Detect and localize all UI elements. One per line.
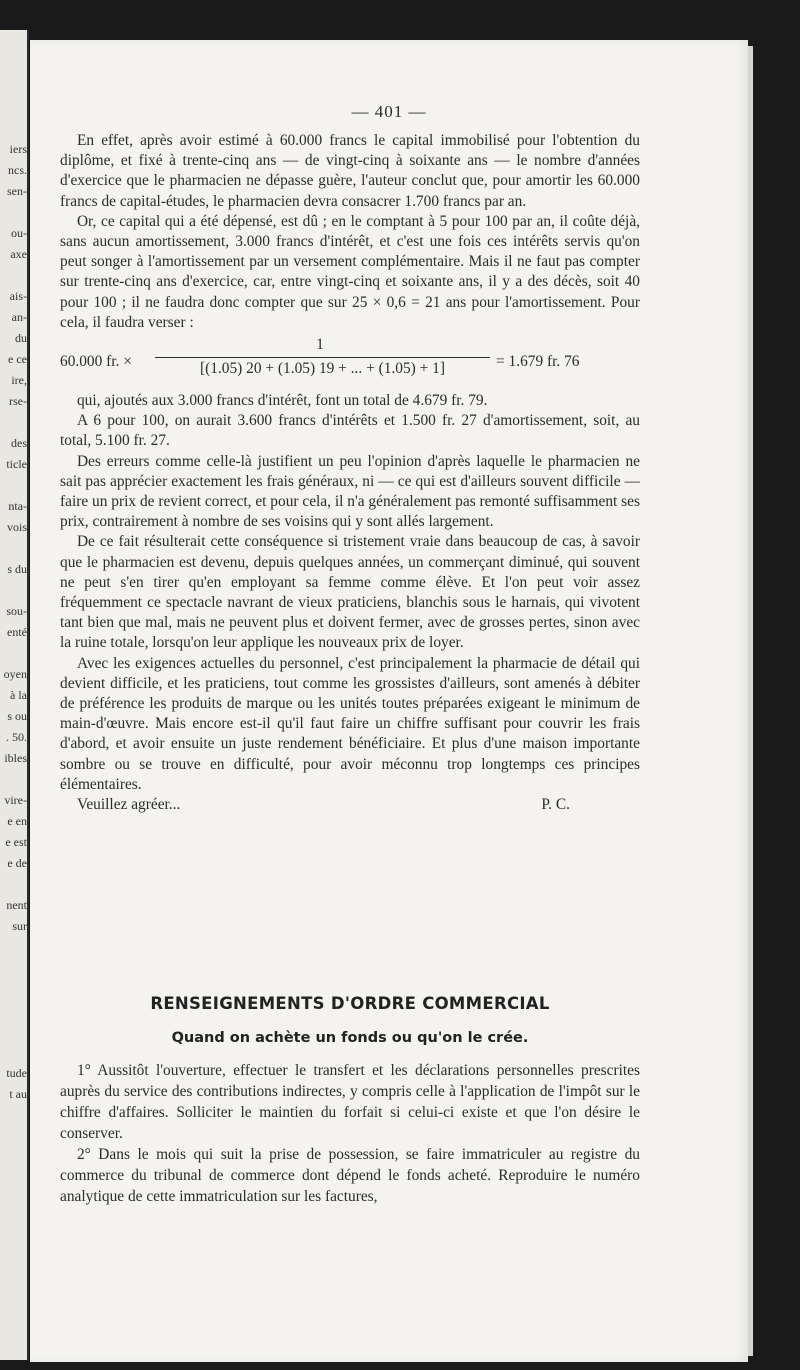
facing-page-fragment: e est [5, 835, 27, 849]
paragraph: 1° Aussitôt l'ouverture, effectuer le transfert et les déclarations personnelles prescrites auprès du service des contributions indirectes, y compris celle à l'application de l'impôt sur le chiffre d'affaires. Solliciter le maintien du forfait si celui-ci existe et que l'on désire le conserver. [60, 1062, 640, 1142]
facing-page-fragment: tude [6, 1066, 27, 1080]
facing-page-fragment: s ou [7, 709, 27, 723]
facing-page-fragment: t au [9, 1087, 27, 1101]
facing-page-fragment: sen- [7, 184, 27, 198]
paragraph: De ce fait résulterait cette conséquence si tristement vraie dans beaucoup de cas, à savoir que le pharmacien est devenu, depuis quelques années, un commerçant diminué, qui souvent ne peut s'en tirer qu'en employant sa femme comme élève. Et l'on peut voir assez fréquemment ce spectacle navrant de vieux praticiens, blanchis sous le harnais, qui vivotent tant bien que mal, mais ne peuvent plus et doivent fermer, avec de grosses pertes, sinon avec la ruine totale, lorsqu'on leur applique les nouveaux prix de loyer. [60, 533, 640, 652]
facing-page-fragment: des [11, 436, 27, 450]
facing-page-fragment: vire- [4, 793, 27, 807]
facing-page-edge [0, 30, 29, 1360]
facing-page-fragment: e de [7, 856, 27, 870]
facing-page-fragment: ais- [9, 289, 27, 303]
facing-page-fragment: s du [7, 562, 27, 576]
paragraph: qui, ajoutés aux 3.000 francs d'intérêt, font un total de 4.679 fr. 79. [76, 392, 488, 410]
paragraph: Des erreurs comme celle-là justifient un peu l'opinion d'après laquelle le pharmacien ne sait pas apprécier exactement les frais généraux, ni — ce qui est d'ailleurs souvent difficile — faire un prix de revient correct, et pour cela, il n'a généralement pas remonté suffisamment ses prix, contrairement à nombre de ses voisins qui y sont allés largement. [60, 452, 640, 531]
facing-page-fragment: vois [6, 520, 27, 534]
facing-page-fragment: ncs. [8, 163, 27, 177]
paragraph: Or, ce capital qui a été dépensé, est dû ; en le comptant à 5 pour 100 par an, il coûte déjà, sans aucun amortissement, 3.000 francs d'intérêt, et c'est une fois ces intérêts servis qu'on peut songer à l'amortissement par un versement complémentaire. Mais il ne faut pas compter sur trente-cinq ans d'exercice, car, entre vingt-cinq et soixante ans, il y a des décès, soit 40 pour 100 ; il ne faudra donc compter que sur 25 × 0,6 = 21 ans pour l'amortissement. Pour cela, il faudra verser : [60, 212, 640, 331]
facing-page-fragment: ou- [11, 226, 27, 240]
page-edge-shadow [748, 46, 753, 1356]
formula-prefix: 60.000 fr. × [60, 353, 132, 371]
facing-page-fragment: e en [7, 814, 27, 828]
fraction-bar [155, 357, 490, 358]
paragraph: 2° Dans le mois qui suit la prise de possession, se faire immatriculer au registre du commerce du tribunal de commerce dont dépend le fonds acheté. Reproduire le numéro analytique de cette immatriculation sur les factures, [60, 1146, 640, 1205]
section-heading: RENSEIGNEMENTS D'ORDRE COMMERCIAL [150, 994, 550, 1013]
facing-page-fragment: sou- [6, 604, 27, 618]
body-text-lower [60, 1060, 640, 1207]
facing-page-fragment: ibles [4, 751, 27, 765]
paragraph: Avec les exigences actuelles du personnel, c'est principalement la pharmacie de détail qui devient difficile, et les praticiens, tout comme les grossistes d'ailleurs, sont amenés à débiter de préférence les produits de marque ou les unités toutes préparées exigeant le minimum de main-d'œuvre. Mais encore est-il qu'il faut faire un chiffre suffisant pour couvrir les frais d'abord, et avoir ensuite un juste rendement bénéficiaire. Et plus d'une maison importante sombre ou se trouve en difficulté, pour avoir méconnu trop longtemps ces principes élémentaires. [60, 654, 640, 793]
closing-line [60, 795, 640, 815]
facing-page-fragment: à la [10, 688, 27, 702]
facing-page-fragment: sur [12, 919, 27, 933]
facing-page-fragment: iers [9, 142, 27, 156]
facing-page-fragment: du [15, 331, 27, 345]
body-text-upper [60, 131, 640, 815]
facing-page-fragment: enté [7, 625, 27, 639]
page-number: — 401 — [351, 102, 427, 121]
facing-page-fragment: oyen [3, 667, 27, 681]
paragraph: A 6 pour 100, on aurait 3.600 francs d'intérêts et 1.500 fr. 27 d'amortissement, soit, au total, 5.100 fr. 27. [60, 412, 640, 450]
book-page [30, 40, 748, 1362]
amortization-formula [60, 335, 640, 389]
facing-page-fragment: rse- [9, 394, 27, 408]
signature: P. C. [541, 796, 570, 814]
facing-page-fragment: nta- [8, 499, 27, 513]
facing-page-fragment: e ce [8, 352, 27, 366]
facing-page-fragment: axe [10, 247, 27, 261]
section-subheading: Quand on achète un fonds ou qu'on le crée. [171, 1030, 529, 1046]
paragraph: En effet, après avoir estimé à 60.000 francs le capital immobilisé pour l'obtention du diplôme, et fixé à trente-cinq ans — de vingt-cinq à soixante ans — le nombre d'années d'exercice que le pharmacien ne dépasse guère, l'auteur conclut que, pour amortir les 60.000 francs de capital-études, le pharmacien devra consacrer 1.700 francs par an. [60, 132, 640, 210]
formula-numerator: 1 [316, 336, 324, 354]
facing-page-fragment: ire, [11, 373, 27, 387]
formula-denominator: [(1.05) 20 + (1.05) 19 + ... + (1.05) + 1] [199, 360, 446, 378]
facing-page-fragment: nent [6, 898, 27, 912]
facing-page-fragment: ticle [6, 457, 27, 471]
facing-page-fragment: an- [11, 310, 27, 324]
facing-page-fragment: . 50. [6, 730, 27, 744]
closing-formula: Veuillez agréer... [76, 796, 181, 814]
formula-result: = 1.679 fr. 76 [496, 353, 580, 371]
